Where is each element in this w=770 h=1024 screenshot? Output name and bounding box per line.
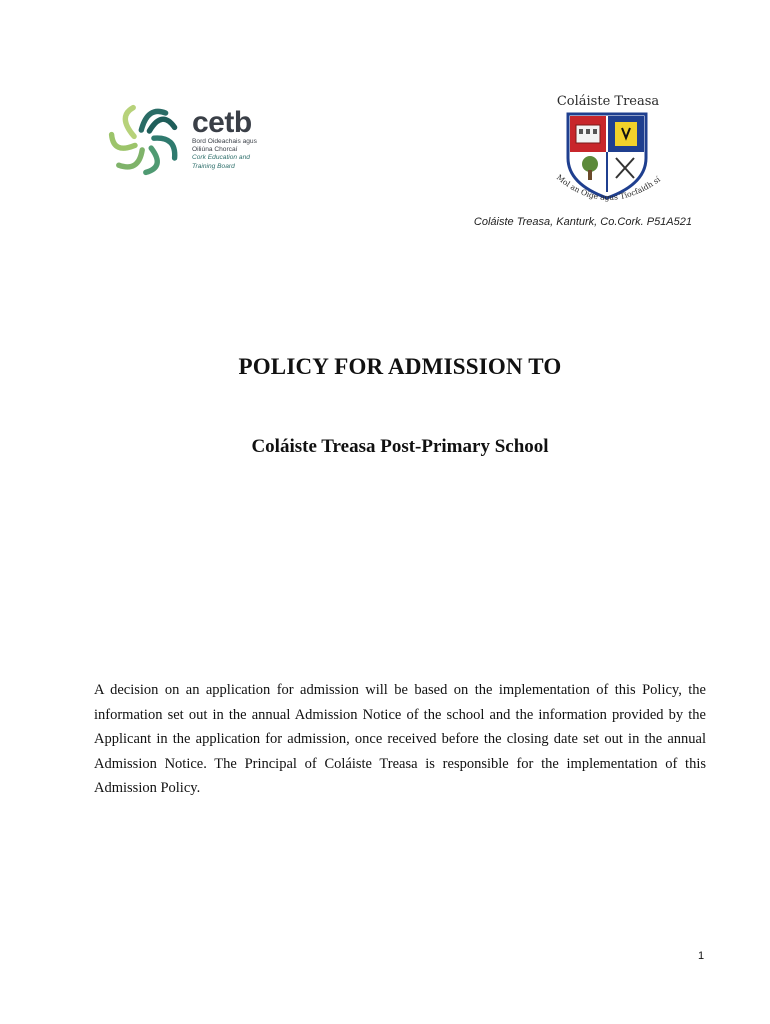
cetb-line-1: Bord Oideachais agus xyxy=(192,138,257,145)
crest-motto-text: Mol an Óige agus Tiocfaidh sí xyxy=(554,172,662,203)
document-subtitle: Coláiste Treasa Post-Primary School xyxy=(251,436,549,457)
svg-text:Mol an Óige agus Tiocfaidh sí xyxy=(555,173,662,202)
cetb-line-3: Cork Education and xyxy=(192,154,250,161)
cetb-wordmark: cetb xyxy=(192,106,252,139)
cetb-swirl-icon xyxy=(108,104,180,176)
cetb-line-2: Oiliúna Chorcaí xyxy=(192,145,238,153)
crest-motto-ribbon xyxy=(552,92,672,216)
cetb-line-4: Training Board xyxy=(192,162,235,170)
page-number: 1 xyxy=(698,950,705,962)
cetb-logo xyxy=(108,104,268,176)
crest-title: Coláiste Treasa xyxy=(556,94,660,109)
policy-paragraph: A decision on an application for admission will be based on the implementation of this Policy, the information set out in the annual Admission Notice of the school and the information provided by the Applicant in the application for admission, once received before the closing date set out in the annual Admission Notice. The Principal of Coláiste Treasa is responsible for the implementation of this Admission Policy. xyxy=(94,682,706,796)
school-address: Coláiste Treasa, Kanturk, Co.Cork. P51A521 xyxy=(473,216,692,228)
document-title: POLICY FOR ADMISSION TO xyxy=(238,354,562,379)
school-crest xyxy=(552,92,662,212)
